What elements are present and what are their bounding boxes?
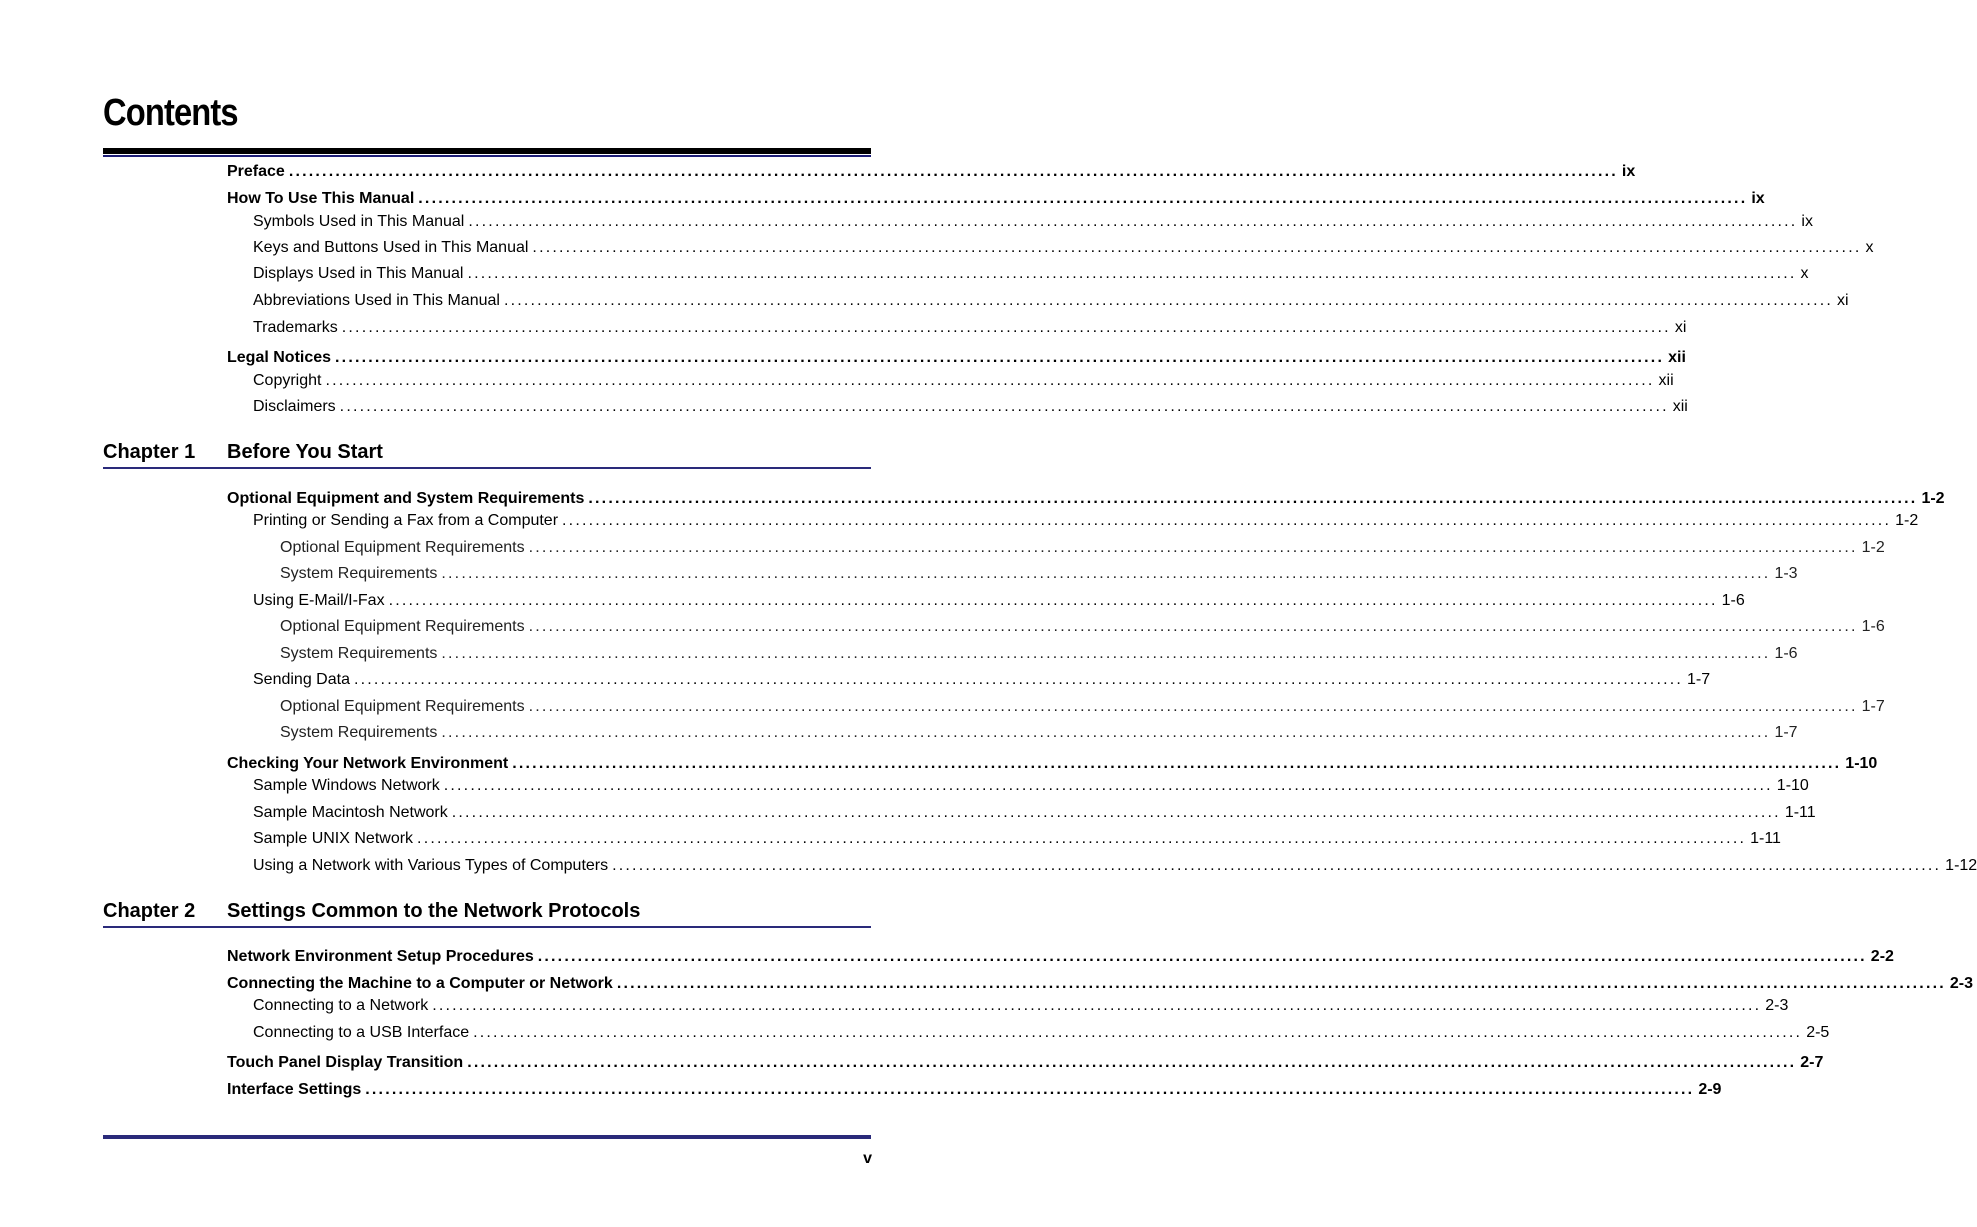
toc-entry-page: 1-10: [1776, 777, 1809, 794]
toc-entry-page: 1-11: [1784, 804, 1816, 821]
toc-entry[interactable]: [253, 512, 1919, 530]
toc-entry-page: 1-2: [1861, 539, 1885, 556]
toc-entry[interactable]: [227, 1054, 1824, 1072]
footer-rule: [103, 1135, 871, 1139]
toc-entry[interactable]: [253, 239, 1874, 257]
toc-entry-label: Using E-Mail/I-Fax: [253, 592, 385, 609]
toc-entry-page: ix: [1751, 190, 1765, 207]
toc-entry[interactable]: [280, 698, 1885, 716]
toc-entry[interactable]: [280, 565, 1798, 583]
toc-entry-label: Interface Settings: [227, 1081, 362, 1098]
toc-entry[interactable]: [253, 319, 1687, 337]
toc-entry-page: xi: [1674, 319, 1687, 336]
leader-dots: ........................................................................................................................................................................................................: [353, 671, 1684, 688]
leader-dots: ........................................................................................................................................................................................................: [388, 592, 1718, 609]
leader-dots: ........................................................................................................................................................................................................: [418, 190, 1748, 207]
toc-entry-label: Using a Network with Various Types of Computers: [253, 857, 609, 874]
leader-dots: ........................................................................................................................................................................................................: [467, 1054, 1797, 1071]
leader-dots: ........................................................................................................................................................................................................: [365, 1081, 1695, 1098]
toc-entry[interactable]: [253, 265, 1809, 283]
toc-entry[interactable]: [253, 372, 1674, 390]
toc-entry-label: Sample Windows Network: [253, 777, 440, 794]
title-rule: [103, 148, 871, 154]
leader-dots: ........................................................................................................................................................................................................: [335, 349, 1665, 366]
leader-dots: ........................................................................................................................................................................................................: [441, 565, 1771, 582]
toc-entry[interactable]: [253, 398, 1688, 416]
toc-entry-page: 1-2: [1895, 512, 1919, 529]
leader-dots: ........................................................................................................................................................................................................: [537, 948, 1867, 965]
leader-dots: ........................................................................................................................................................................................................: [473, 1024, 1803, 1041]
toc-entry-page: xii: [1658, 372, 1674, 389]
toc-entry-page: 1-6: [1721, 592, 1745, 609]
toc-entry-label: Checking Your Network Environment: [227, 755, 509, 772]
leader-dots: ........................................................................................................................................................................................................: [325, 372, 1655, 389]
toc-entry[interactable]: [253, 857, 1977, 875]
toc-entry-page: 2-5: [1806, 1024, 1830, 1041]
leader-dots: ........................................................................................................................................................................................................: [467, 265, 1797, 282]
toc-entry[interactable]: [253, 830, 1781, 848]
toc-entry-label: Printing or Sending a Fax from a Computer: [253, 512, 559, 529]
toc-entry-label: Sample Macintosh Network: [253, 804, 448, 821]
toc-entry[interactable]: [253, 671, 1711, 689]
leader-dots: ........................................................................................................................................................................................................: [612, 857, 1942, 874]
toc-entry-label: Displays Used in This Manual: [253, 265, 464, 282]
leader-dots: ........................................................................................................................................................................................................: [503, 292, 1834, 309]
chapter-title[interactable]: Settings Common to the Network Protocols: [227, 900, 641, 922]
leader-dots: ........................................................................................................................................................................................................: [528, 698, 1858, 715]
toc-entry-page: x: [1865, 239, 1874, 256]
toc-entry-page: ix: [1621, 163, 1636, 180]
chapter-rule: [103, 467, 871, 469]
leader-dots: ........................................................................................................................................................................................................: [532, 239, 1862, 256]
toc-entry[interactable]: [227, 349, 1686, 367]
toc-entry[interactable]: [227, 1081, 1722, 1099]
toc-entry-label: Touch Panel Display Transition: [227, 1054, 464, 1071]
leader-dots: ........................................................................................................................................................................................................: [432, 997, 1762, 1014]
toc-entry-label: Connecting the Machine to a Computer or Network: [227, 975, 613, 992]
leader-dots: ........................................................................................................................................................................................................: [441, 645, 1771, 662]
toc-entry-page: 2-3: [1765, 997, 1789, 1014]
toc-entry-label: How To Use This Manual: [227, 190, 415, 207]
toc-entry[interactable]: [253, 292, 1849, 310]
toc-entry-page: 2-3: [1949, 975, 1973, 992]
toc-entry[interactable]: [227, 755, 1878, 773]
toc-entry-page: 2-7: [1800, 1054, 1824, 1071]
page-number: v: [863, 1150, 872, 1167]
toc-entry[interactable]: [253, 592, 1745, 610]
toc-entry-page: 1-3: [1774, 565, 1798, 582]
toc-entry-page: 1-7: [1861, 698, 1885, 715]
toc-entry-page: xii: [1672, 398, 1688, 415]
toc-entry[interactable]: [253, 804, 1816, 822]
toc-entry-page: 1-12: [1945, 857, 1977, 874]
toc-entry-label: Connecting to a Network: [253, 997, 429, 1014]
toc-entry[interactable]: [280, 724, 1798, 742]
toc-entry-label: Disclaimers: [253, 398, 336, 415]
chapter-title[interactable]: Before You Start: [227, 441, 383, 463]
toc-entry-label: Sample UNIX Network: [253, 830, 414, 847]
toc-entry[interactable]: [227, 975, 1973, 993]
leader-dots: ........................................................................................................................................................................................................: [588, 490, 1918, 507]
leader-dots: ........................................................................................................................................................................................................: [417, 830, 1747, 847]
toc-entry-page: 1-6: [1774, 645, 1798, 662]
leader-dots: ........................................................................................................................................................................................................: [443, 777, 1773, 794]
chapter-number: Chapter 2: [103, 900, 196, 922]
toc-entry-label: Legal Notices: [227, 349, 332, 366]
leader-dots: ........................................................................................................................................................................................................: [512, 755, 1842, 772]
toc-entry-label: Preface: [227, 163, 285, 180]
toc-entry-label: System Requirements: [280, 645, 438, 662]
toc-entry-label: Optional Equipment Requirements: [280, 618, 525, 635]
leader-dots: ........................................................................................................................................................................................................: [441, 724, 1771, 741]
toc-entry-label: Optional Equipment Requirements: [280, 698, 525, 715]
toc-entry-label: Trademarks: [253, 319, 338, 336]
toc-entry-page: 1-10: [1845, 755, 1878, 772]
toc-entry-page: 1-11: [1750, 830, 1781, 847]
toc-entry-page: xii: [1668, 349, 1686, 366]
toc-entry[interactable]: [253, 777, 1809, 795]
toc-entry-label: System Requirements: [280, 724, 438, 741]
toc-entry-page: 1-6: [1861, 618, 1885, 635]
toc-entry[interactable]: [227, 190, 1765, 208]
toc-entry[interactable]: [227, 948, 1894, 966]
toc-entry[interactable]: [227, 490, 1945, 508]
toc-entry[interactable]: [280, 618, 1885, 636]
toc-entry[interactable]: [253, 997, 1789, 1015]
chapter-rule: [103, 926, 871, 928]
title-rule-accent: [103, 155, 871, 157]
toc-entry-label: Copyright: [253, 372, 322, 389]
leader-dots: ........................................................................................................................................................................................................: [616, 975, 1946, 992]
leader-dots: ........................................................................................................................................................................................................: [451, 804, 1781, 821]
leader-dots: ........................................................................................................................................................................................................: [288, 163, 1618, 180]
page-title: Contents: [103, 92, 238, 134]
leader-dots: ........................................................................................................................................................................................................: [339, 398, 1669, 415]
toc-entry-label: System Requirements: [280, 565, 438, 582]
toc-entry-label: Connecting to a USB Interface: [253, 1024, 470, 1041]
leader-dots: ........................................................................................................................................................................................................: [528, 539, 1858, 556]
toc-entry-page: x: [1800, 265, 1809, 282]
toc-entry[interactable]: [280, 645, 1798, 663]
toc-entry[interactable]: [253, 213, 1813, 231]
chapter-number: Chapter 1: [103, 441, 196, 463]
toc-entry-label: Symbols Used in This Manual: [253, 213, 465, 230]
toc-entry[interactable]: [280, 539, 1885, 557]
toc-entry[interactable]: [253, 1024, 1830, 1042]
toc-entry-page: ix: [1801, 213, 1813, 230]
toc-entry-label: Network Environment Setup Procedures: [227, 948, 534, 965]
toc-entry-label: Optional Equipment Requirements: [280, 539, 525, 556]
toc-entry-label: Keys and Buttons Used in This Manual: [253, 239, 529, 256]
toc-entry-page: 2-2: [1870, 948, 1894, 965]
toc-entry-page: 1-7: [1687, 671, 1711, 688]
toc-entry-label: Optional Equipment and System Requirements: [227, 490, 585, 507]
toc-entry[interactable]: [227, 163, 1636, 181]
leader-dots: ........................................................................................................................................................................................................: [341, 319, 1671, 336]
toc-entry-page: 1-7: [1774, 724, 1798, 741]
toc-entry-page: 1-2: [1921, 490, 1945, 507]
toc-entry-page: 2-9: [1698, 1081, 1722, 1098]
leader-dots: ........................................................................................................................................................................................................: [562, 512, 1892, 529]
toc-entry-label: Abbreviations Used in This Manual: [253, 292, 500, 309]
toc-entry-page: xi: [1837, 292, 1849, 309]
leader-dots: ........................................................................................................................................................................................................: [468, 213, 1798, 230]
toc-entry-label: Sending Data: [253, 671, 350, 688]
leader-dots: ........................................................................................................................................................................................................: [528, 618, 1858, 635]
